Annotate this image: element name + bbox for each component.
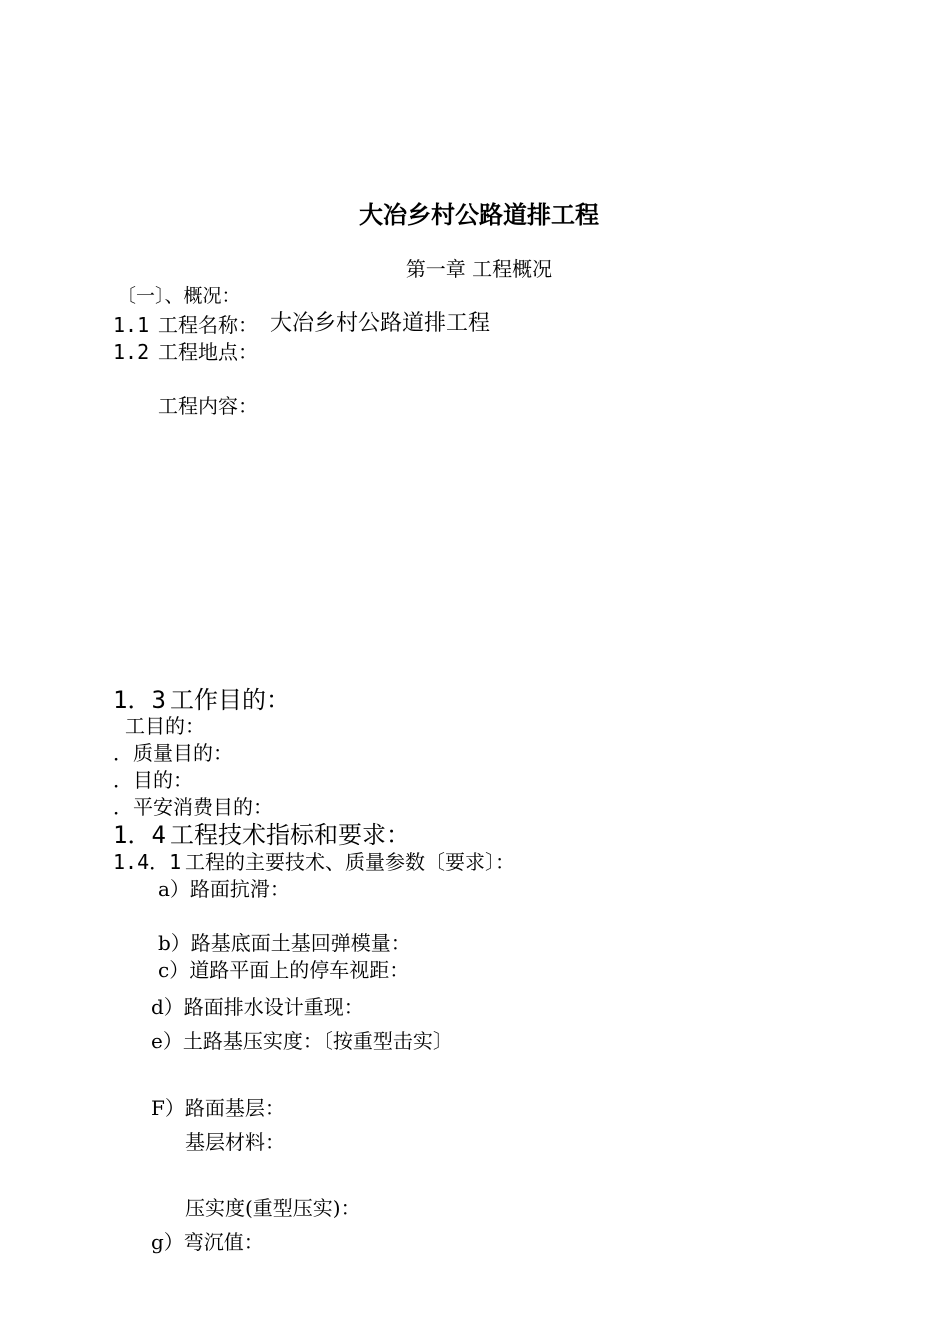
document-title: 大冶乡村公路道排工程 xyxy=(359,201,599,229)
project-content-label: 工程内容： xyxy=(158,394,258,418)
goal-schedule: 工目的： xyxy=(125,714,205,738)
goal-quality: ．质量目的： xyxy=(113,741,233,765)
project-name-value: 大冶乡村公路道排工程 xyxy=(270,311,491,336)
requirement-a: a）路面抗滑： xyxy=(158,877,290,901)
requirement-f-compaction: 压实度(重型压实)： xyxy=(185,1196,361,1220)
goal-safety: ．平安消费目的： xyxy=(113,795,273,819)
section-overview: 〔一〕、概况： xyxy=(117,285,241,307)
item-1-1-label: 工程名称： xyxy=(158,313,258,337)
requirement-e: e）土路基压实度：〔按重型击实〕 xyxy=(151,1029,453,1053)
requirement-c: c）道路平面上的停车视距： xyxy=(158,958,410,982)
requirement-d: d）路面排水设计重现： xyxy=(151,995,364,1019)
item-1-3-label: 工作目的： xyxy=(170,686,290,714)
item-1-1-number: 1.1 xyxy=(113,313,150,337)
item-1-4-1-number: 1.4．1 xyxy=(113,850,182,874)
item-1-2-number: 1.2 xyxy=(113,340,150,364)
item-1-4-1-label: 工程的主要技术、质量参数〔要求〕： xyxy=(185,850,515,874)
item-1-2-label: 工程地点： xyxy=(158,340,258,364)
requirement-g: g）弯沉值： xyxy=(151,1230,264,1254)
goal-other: ．目的： xyxy=(113,768,193,792)
chapter-heading: 第一章 工程概况 xyxy=(405,257,553,281)
requirement-f: F）路面基层： xyxy=(151,1096,285,1120)
item-1-4-label: 工程技术指标和要求： xyxy=(170,821,410,849)
item-1-4-number: 1．4 xyxy=(113,821,166,849)
requirement-b: b）路基底面土基回弹模量： xyxy=(158,931,411,955)
item-1-3-number: 1．3 xyxy=(113,686,166,714)
requirement-f-material: 基层材料： xyxy=(185,1130,285,1154)
